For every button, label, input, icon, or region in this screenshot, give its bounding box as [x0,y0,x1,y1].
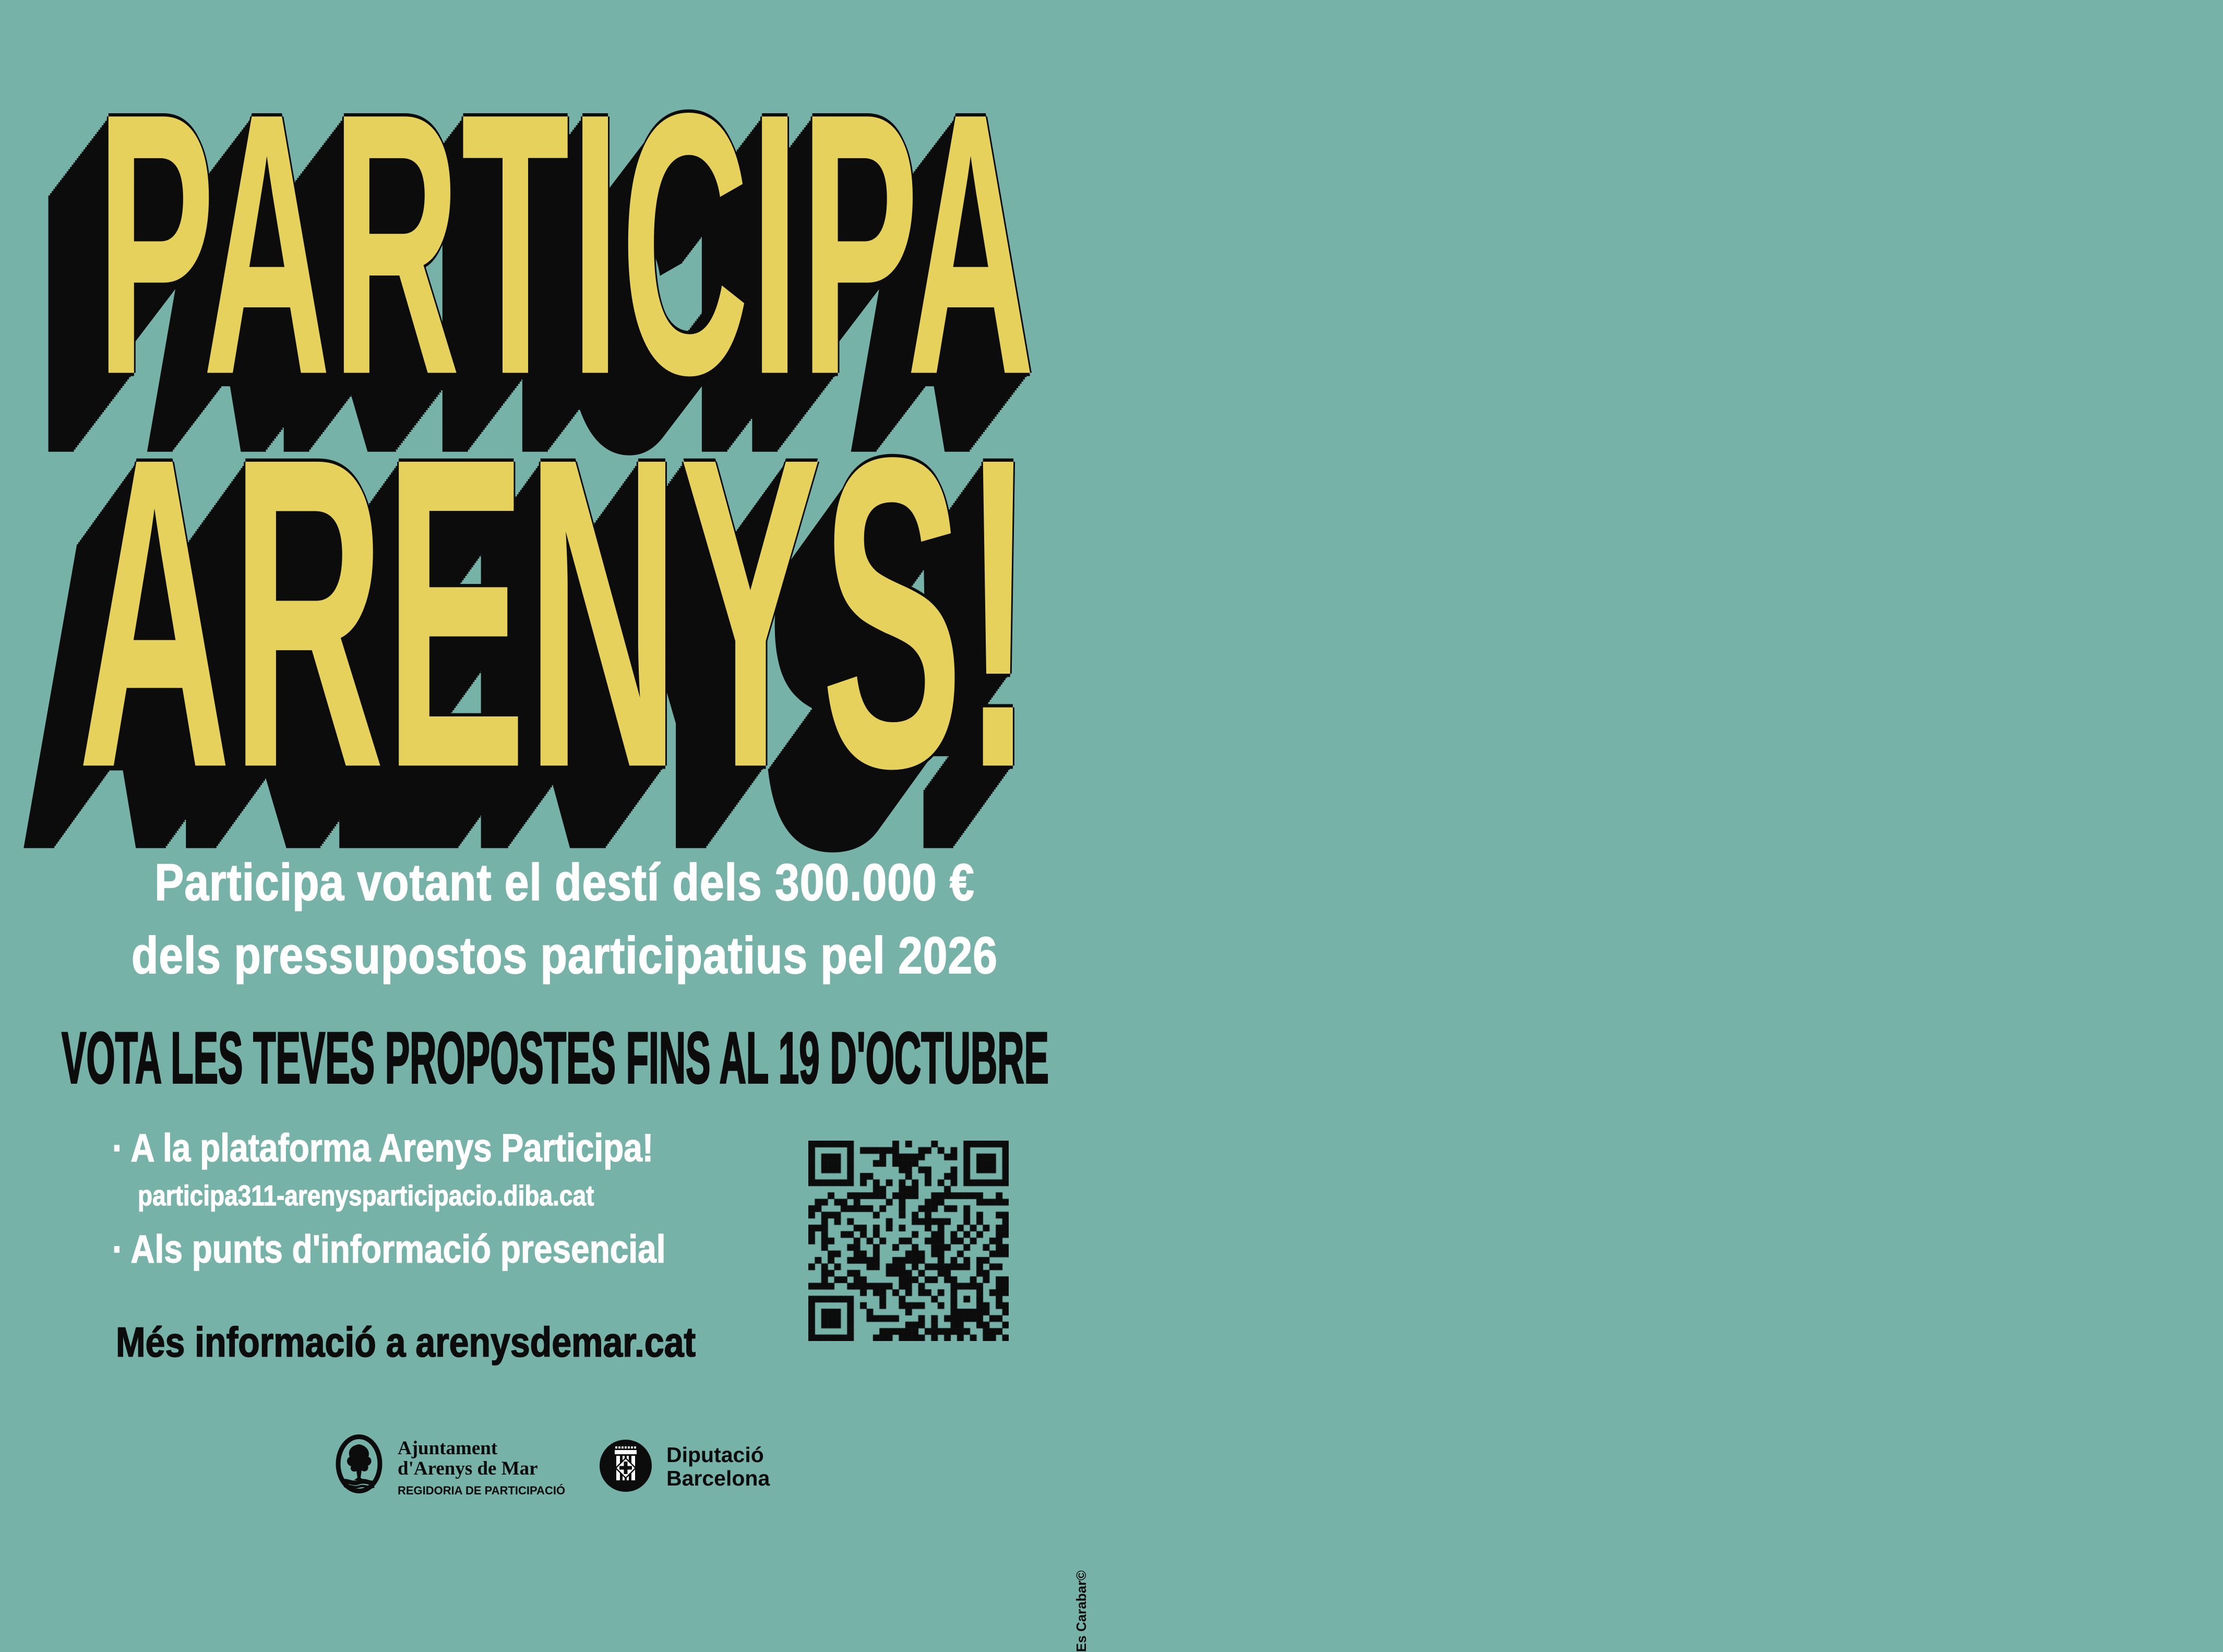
ajuntament-coat-of-arms-icon [336,1434,383,1494]
subtitle-line-1 [154,853,1384,912]
title-line-1-text: PARTICIPA [97,36,1036,453]
deadline-text: VOTA LES TEVES PROPOSTES FINS AL 19 D'OCTUBRE [62,1017,1049,1099]
bullet-dot: · [112,1126,124,1170]
bullet-item-info-points [112,1227,666,1272]
deadline-headline [62,1017,2223,1099]
more-info-line [116,1319,696,1366]
subtitle-line-2-text: dels pressupostos participatius pel 2026 [132,926,998,985]
title-line-1 [97,36,1505,453]
bullet-item-platform [112,1126,654,1170]
title-line-2-text: ARENYS! [78,367,1034,860]
subtitle-line-2 [132,926,1431,985]
studio-credit: Es Carabar© [1073,1571,1089,1652]
ajuntament-name-line-1: Ajuntament [398,1438,498,1459]
ajuntament-name-line-2: d'Arenys de Mar [398,1458,538,1479]
bullet-item-platform-text: A la plataforma Arenys Participa! [130,1126,654,1170]
bullet-item-info-points-line [112,1227,666,1272]
platform-url [138,1179,594,1212]
bullet-item-info-points-text: Als punts d'informació presencial [130,1227,666,1272]
ajuntament-department: REGIDORIA DE PARTICIPACIÓ [398,1484,566,1497]
diputacio-line-1: Diputació [666,1443,764,1467]
platform-url-text: participa311-arenysparticipacio.diba.cat [138,1179,594,1212]
qr-code-icon [808,1141,1009,1341]
title-line-2 [78,367,1512,860]
diputacio-logo-text [666,1443,770,1490]
bullet-dot: · [112,1227,124,1272]
poster [0,0,1103,1652]
bullet-item-platform-line [112,1128,653,1168]
subtitle-line-1-text: Participa votant el destí dels 300.000 € [154,853,975,912]
more-info-text: Més informació a arenysdemar.cat [116,1319,696,1366]
diputacio-line-2: Barcelona [666,1466,770,1490]
ajuntament-logo-text [398,1438,565,1497]
diputacio-barcelona-emblem-icon [600,1440,652,1492]
